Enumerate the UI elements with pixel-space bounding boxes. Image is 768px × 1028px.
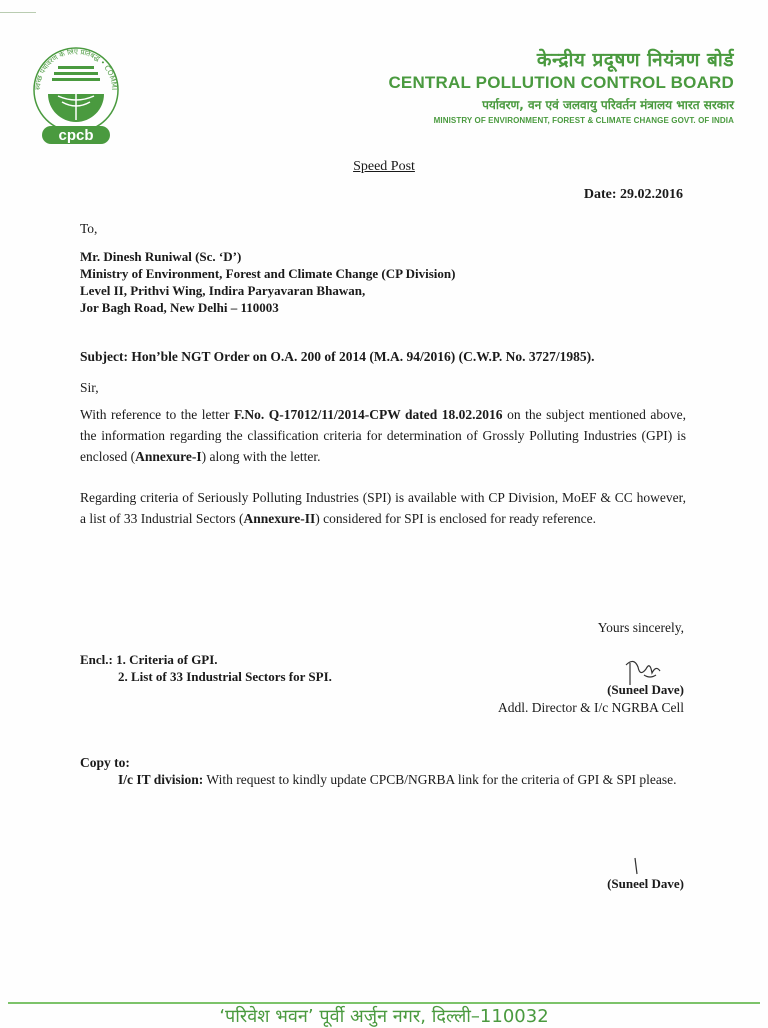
address-line: Mr. Dinesh Runiwal (Sc. ‘D’) (80, 249, 242, 264)
annexure-2-ref: Annexure-II (243, 511, 316, 526)
address-line: Jor Bagh Road, New Delhi – 110003 (80, 300, 279, 315)
address-line: Ministry of Environment, Forest and Climate Change (CP Division) (80, 266, 456, 281)
enclosure-item: 2. List of 33 Industrial Sectors for SPI. (118, 669, 332, 684)
subject-line: Subject: Hon’ble NGT Order on O.A. 200 of 2014 (M.A. 94/2016) (C.W.P. No. 3727/1985). (80, 349, 595, 364)
closing: Yours sincerely, (597, 620, 684, 635)
initial-mark (630, 856, 642, 878)
body-paragraph-1: With reference to the letter F.No. Q-17012/11/2014-CPW dated 18.02.2016 on the subject mentioned above, the information regarding the classification criteria for determination of Grossly Polluting Industries (GPI) is enclosed (Annexure-I) along with the letter. (80, 407, 686, 464)
signatory-designation: Addl. Director & I/c NGRBA Cell (498, 700, 684, 715)
recipient-address (80, 248, 455, 316)
body-paragraph-2: Regarding criteria of Seriously Polluting Industries (SPI) is available with CP Division, MoEF & CC however, a list of 33 Industrial Sectors (Annexure-II) considered for SPI is enclosed for ready reference. (80, 490, 686, 526)
footer-address: ‘परिवेश भवन’ पूर्वी अर्जुन नगर, दिल्ली–110032 (219, 1006, 549, 1027)
to-label: To, (80, 221, 98, 236)
annexure-1-ref: Annexure-I (135, 449, 202, 464)
copy-to-text: I/c IT division: With request to kindly update CPCB/NGRBA link for the criteria of GPI & SPI please. (118, 772, 677, 787)
logo-text: cpcb (58, 127, 94, 144)
logo-ring-text: स्वच्छ पर्यावरण के लिए प्रतिबद्ध • COMMI (33, 47, 119, 91)
cpcb-logo (28, 38, 124, 148)
top-edge-rule (0, 12, 36, 13)
enclosure-item: Encl.: 1. Criteria of GPI. (80, 652, 218, 667)
letter-date: Date: 29.02.2016 (583, 187, 683, 202)
hindi-org-title: केन्द्रीय प्रदूषण नियंत्रण बोर्ड (536, 49, 734, 71)
letter-reference: F.No. Q-17012/11/2014-CPW dated 18.02.2016 (233, 407, 503, 422)
salutation: Sir, (80, 380, 99, 395)
address-line: Level II, Prithvi Wing, Indira Paryavaran Bhawan, (80, 283, 366, 298)
copy-to-label: Copy to: (80, 755, 130, 770)
signatory-name-2: (Suneel Dave) (607, 876, 684, 891)
ministry-hindi: पर्यावरण, वन एवं जलवायु परिवर्तन मंत्रालय भारत सरकार (482, 98, 734, 112)
signatory-name: (Suneel Dave) (607, 682, 684, 697)
speed-post-label: Speed Post (353, 159, 415, 174)
copy-recipient: I/c IT division: (118, 772, 204, 787)
ministry-english: MINISTRY OF ENVIRONMENT, FOREST & CLIMATE CHANGE GOVT. OF INDIA (433, 116, 734, 125)
enclosures (80, 651, 332, 685)
org-title: CENTRAL POLLUTION CONTROL BOARD (388, 73, 734, 92)
svg-text:स्वच्छ पर्यावरण के लिए प्रतिबद (28, 38, 118, 90)
